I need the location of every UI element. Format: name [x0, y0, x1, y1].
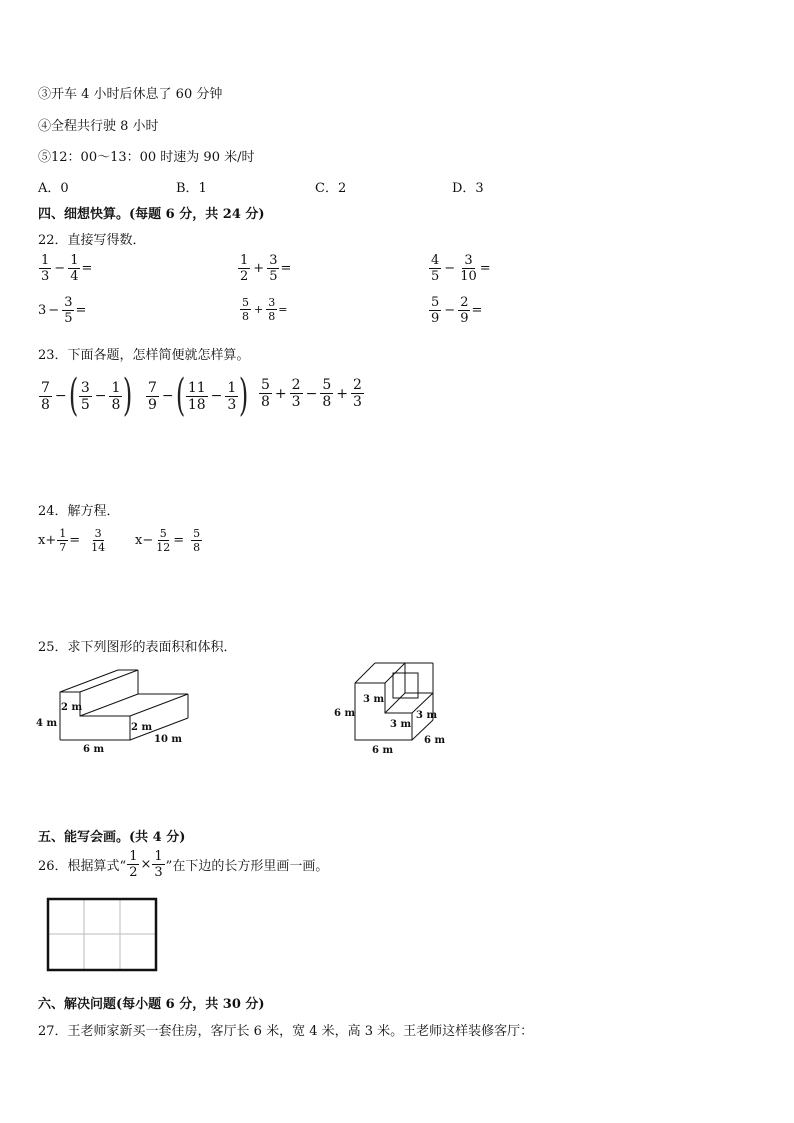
q22-item-3: $\frac{4}{5}$ − $\frac{3}{10}$ =: [431, 253, 491, 284]
fraction: $\frac{2}{3}$: [352, 377, 362, 410]
fig2-label-3m-left: 3 m: [363, 694, 385, 705]
q22-item-4: 3 − $\frac{3}{5}$ =: [38, 295, 87, 326]
fraction: $\frac{3}{10}$: [460, 253, 477, 284]
option-a: A．0: [38, 181, 69, 196]
fraction: $\frac{2}{9}$: [460, 295, 469, 326]
fraction: $\frac{5}{8}$: [322, 377, 332, 410]
fraction: $\frac{3}{5}$: [80, 379, 90, 413]
fraction: $\frac{3}{5}$: [64, 295, 73, 326]
q23-expression-1: $\frac{7}{8}$ − ( $\frac{3}{5}$ − $\frac{1}{8}$ ): [41, 370, 133, 421]
fig1-label-2m-top: 2 m: [61, 702, 83, 713]
stepped-prism-figure: [30, 660, 230, 760]
fraction: $\frac{7}{9}$: [148, 379, 157, 413]
q23-prompt: 23．下面各题，怎样简便就怎样算。: [38, 348, 250, 363]
section-4-heading: 四、细想快算。(每题 6 分，共 24 分): [38, 207, 265, 222]
q22-item-6: $\frac{5}{9}$ − $\frac{2}{9}$ =: [431, 295, 483, 326]
q22-prompt: 22．直接写得数．: [38, 233, 146, 248]
fraction: $\frac{2}{3}$: [291, 377, 301, 410]
drawing-rectangle-grid[interactable]: [46, 897, 160, 975]
left-paren: (: [68, 370, 78, 421]
q23-expression-2: $\frac{7}{9}$ − ( $\frac{11}{18}$ − $\frac{1}{3}$ ): [148, 370, 249, 421]
fig1-label-10m: 10 m: [154, 734, 182, 745]
fraction: $\frac{5}{8}$: [261, 377, 270, 410]
q25-prompt: 25．求下列图形的表面积和体积．: [38, 640, 237, 655]
fraction: $\frac{3}{5}$: [269, 253, 278, 284]
fraction: $\frac{4}{5}$: [431, 253, 440, 284]
q27-text: 27．王老师家新买一套住房，客厅长 6 米，宽 4 米，高 3 米。王老师这样装修客厅：: [38, 1024, 534, 1039]
fig2-label-3m-bottom: 3 m: [390, 719, 412, 730]
fig2-label-3m-right: 3 m: [416, 710, 438, 721]
fig2-label-6m-width: 6 m: [372, 745, 394, 756]
item-4-text: ④全程共行驶 8 小时: [38, 119, 159, 134]
fig1-label-2m-step: 2 m: [131, 722, 153, 733]
q23-expression-3: $\frac{5}{8}$ + $\frac{2}{3}$ − $\frac{5}{8}$ + $\frac{2}{3}$: [261, 377, 362, 410]
fraction: $\frac{5}{8}$: [193, 527, 201, 554]
fraction: $\frac{3}{14}$: [91, 527, 106, 554]
q22-item-5: $\frac{5}{8}$ + $\frac{3}{8}$ =: [242, 296, 288, 323]
option-b: B．1: [176, 181, 207, 196]
fraction: $\frac{1}{3}$: [41, 253, 50, 284]
fraction: $\frac{1}{3}$: [227, 379, 237, 413]
q26-prompt: 26．根据算式“ $\frac{1}{2}$ × $\frac{1}{3}$ ”在下边的长方形里画一画。: [38, 849, 329, 880]
right-paren: ): [239, 370, 249, 421]
q24-prompt: 24．解方程．: [38, 504, 120, 519]
fraction: $\frac{1}{8}$: [111, 379, 121, 413]
right-paren: ): [123, 370, 133, 421]
fraction: $\frac{1}{2}$: [240, 253, 249, 284]
q24-equation-1: x + $\frac{1}{7}$ = $\frac{3}{14}$: [38, 527, 106, 554]
fig2-label-6m-depth: 6 m: [424, 735, 446, 746]
fraction: $\frac{5}{9}$: [431, 295, 440, 326]
q22-item-1: $\frac{1}{3}$ − $\frac{1}{4}$ =: [41, 253, 93, 284]
fraction: $\frac{1}{3}$: [154, 849, 163, 880]
option-d: D．3: [452, 181, 484, 196]
fraction: $\frac{11}{18}$: [187, 379, 206, 413]
fraction: $\frac{1}{7}$: [59, 527, 67, 554]
section-5-heading: 五、能写会画。(共 4 分): [38, 830, 186, 845]
fraction: $\frac{1}{2}$: [129, 849, 138, 880]
q22-item-2: $\frac{1}{2}$ + $\frac{3}{5}$ =: [240, 253, 292, 284]
q24-equation-2: x − $\frac{5}{12}$ = $\frac{5}{8}$: [135, 527, 201, 554]
cube-notch-figure: [330, 655, 460, 760]
item-3-text: ③开车 4 小时后休息了 60 分钟: [38, 87, 223, 102]
fraction: $\frac{7}{8}$: [41, 379, 50, 413]
fraction: $\frac{1}{4}$: [70, 253, 79, 284]
fraction: $\frac{5}{12}$: [156, 527, 171, 554]
fraction: $\frac{3}{8}$: [268, 296, 276, 323]
left-paren: (: [175, 370, 185, 421]
fig2-label-6m-height: 6 m: [334, 708, 356, 719]
option-c: C．2: [315, 181, 347, 196]
fraction: $\frac{5}{8}$: [242, 296, 249, 323]
fig1-label-4m: 4 m: [36, 718, 58, 729]
fig1-label-6m: 6 m: [83, 744, 105, 755]
item-5-text: ⑤12：00～13：00 时速为 90 米/时: [38, 150, 255, 165]
section-6-heading: 六、解决问题(每小题 6 分，共 30 分): [38, 997, 265, 1012]
